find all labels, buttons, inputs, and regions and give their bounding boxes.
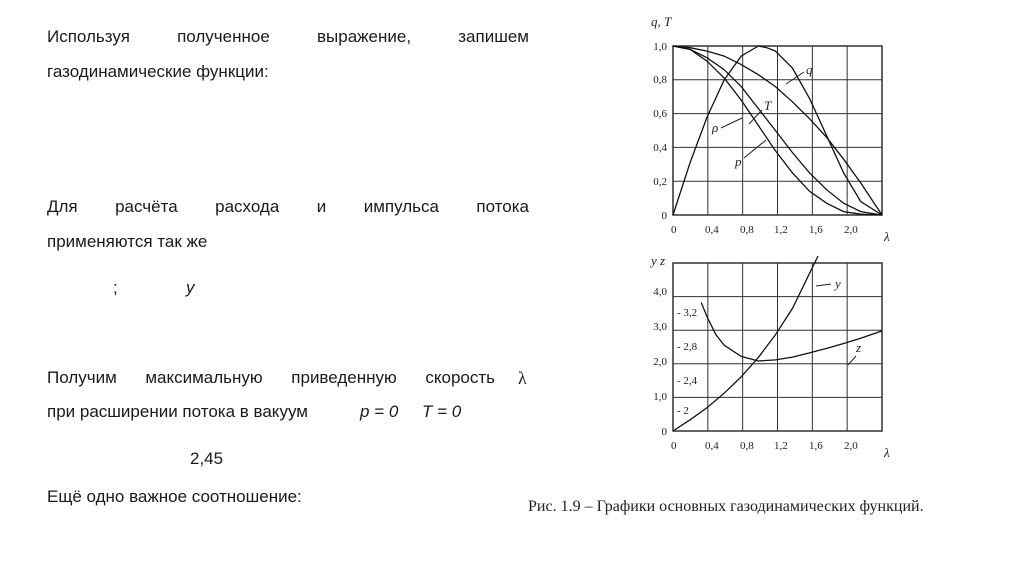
leader-y — [816, 284, 831, 286]
chart2-ztick-label: - 2,4 — [677, 375, 698, 387]
para4: Ещё одно важное соотношение: — [47, 487, 302, 506]
chart2-ytick-label: 0 — [661, 426, 667, 438]
para1-line1: Используя полученное выражение, запишем — [47, 27, 529, 46]
label-T: T — [764, 98, 772, 113]
chart2-ytick-label: 2,0 — [653, 356, 667, 368]
chart2-series-z-line — [701, 303, 882, 362]
chart2-xtick-label: 1,2 — [774, 440, 788, 452]
chart2-xtick-label: 0,4 — [705, 440, 719, 452]
chart2-xtick-label: 1,6 — [809, 440, 823, 452]
leader-rho — [721, 118, 742, 128]
para3-line2: при расширении потока в вакуум — [47, 402, 308, 421]
chart1-ytick-label: 0,4 — [653, 142, 667, 154]
chart2-ytick-label: 4,0 — [653, 286, 667, 298]
label-z: z — [856, 340, 862, 355]
leader-p — [744, 140, 766, 158]
chart1-xtick-label: 1,6 — [809, 224, 823, 236]
label-q: q — [806, 62, 813, 77]
chart2-xtick-label: 0 — [671, 440, 677, 452]
chart1-ytick-label: 0,2 — [653, 176, 667, 188]
chart2-ztick-label: - 2 — [677, 405, 689, 417]
chart2-xtick-label: 2,0 — [844, 440, 858, 452]
chart1-xtick-label: 1,2 — [774, 224, 788, 236]
para2-line2: применяются так же — [47, 232, 208, 251]
label-p: p — [735, 154, 742, 169]
para3-line1: Получим максимальную приведенную скорость — [47, 368, 495, 387]
value-2-45: 2,45 — [190, 449, 224, 468]
chart2-ytick-label: 1,0 — [653, 391, 667, 403]
chart2-ztick-label: - 3,2 — [677, 307, 698, 319]
p-equals-zero: p = 0 — [360, 402, 399, 421]
chart1-ytick-label: 1,0 — [653, 41, 667, 53]
label-rho: ρ — [712, 120, 719, 135]
chart2-ylabel: y z — [651, 253, 666, 268]
chart2-ztick-label: - 2,8 — [677, 341, 698, 353]
chart1-ytick-label: 0 — [661, 210, 667, 222]
chart1-ytick-label: 0,8 — [653, 74, 667, 86]
chart1-ylabel: q, T — [651, 14, 672, 29]
chart1-xtick-label: 0,4 — [705, 224, 719, 236]
semicolon: ; — [113, 278, 118, 297]
chart2-ytick-label: 3,0 — [653, 321, 667, 333]
chart1-xtick-label: 0 — [671, 224, 677, 236]
para1-line2: газодинамические функции: — [47, 62, 269, 81]
lambda-symbol: λ — [518, 368, 527, 388]
chart2-xlabel: λ — [884, 445, 890, 460]
chart1-xtick-label: 2,0 — [844, 224, 858, 236]
label-y: y — [835, 276, 841, 291]
para2-line1: Для расчёта расхода и импульса потока — [47, 197, 529, 216]
y-letter: y — [186, 278, 195, 297]
chart1-xlabel: λ — [884, 229, 890, 244]
chart1-xtick-label: 0,8 — [740, 224, 754, 236]
chart1-ytick-label: 0,6 — [653, 108, 667, 120]
figure-caption: Рис. 1.9 – Графики основных газодинамических функций. — [528, 498, 924, 515]
chart2-xtick-label: 0,8 — [740, 440, 754, 452]
T-equals-zero: T = 0 — [422, 402, 462, 421]
